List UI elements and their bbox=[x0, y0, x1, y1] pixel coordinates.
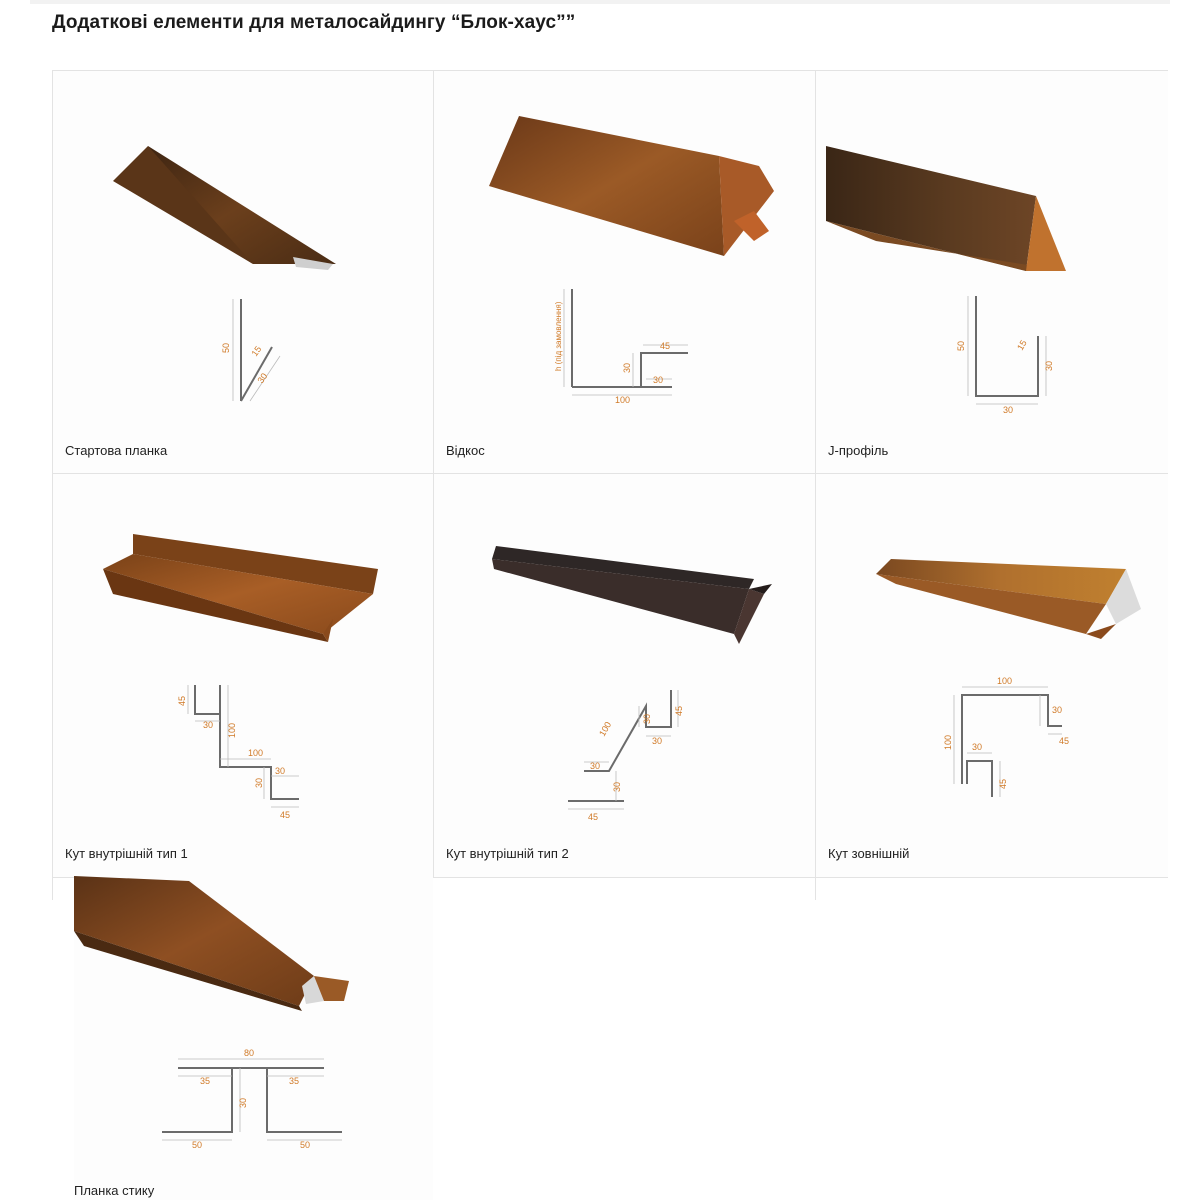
profile-drawing bbox=[434, 474, 815, 877]
dimension-label: 45 bbox=[280, 810, 291, 820]
profile-drawing bbox=[816, 474, 1168, 877]
page-title: Додаткові елементи для металосайдингу “Блок-хаус”” bbox=[52, 12, 576, 33]
dimension-label: 35 bbox=[289, 1076, 300, 1086]
dimension-label: 15 bbox=[1015, 338, 1029, 352]
product-name: Кут внутрішній тип 1 bbox=[65, 846, 188, 861]
product-card[interactable] bbox=[434, 71, 815, 473]
dimension-label: 30 bbox=[972, 742, 983, 752]
dimension-label: 30 bbox=[622, 362, 632, 373]
product-card[interactable] bbox=[434, 474, 815, 877]
dimension-label: 30 bbox=[254, 777, 264, 788]
dimension-label: 45 bbox=[998, 778, 1008, 789]
dimension-label: 100 bbox=[227, 722, 237, 738]
profile-drawing bbox=[53, 474, 433, 877]
product-name: Стартова планка bbox=[65, 443, 168, 458]
dimension-label: 100 bbox=[997, 676, 1013, 686]
product-name: Відкос bbox=[446, 443, 485, 458]
dimension-label: 30 bbox=[642, 713, 652, 724]
product-card[interactable] bbox=[816, 474, 1168, 877]
dimension-label: 30 bbox=[255, 371, 270, 386]
dimension-label: 50 bbox=[192, 1140, 203, 1150]
product-card[interactable] bbox=[816, 71, 1168, 473]
dimension-label: 30 bbox=[203, 720, 214, 730]
dimension-label: 30 bbox=[1003, 405, 1014, 415]
dimension-label: 35 bbox=[200, 1076, 211, 1086]
profile-drawing bbox=[74, 876, 433, 1200]
dimension-label: 45 bbox=[177, 695, 187, 706]
dimension-label: 100 bbox=[615, 395, 631, 405]
product-name: Планка стику bbox=[74, 1183, 155, 1198]
dimension-label: 30 bbox=[1044, 360, 1054, 371]
dimension-label: h (під замовлення) bbox=[554, 301, 563, 371]
dimension-label: 50 bbox=[956, 340, 966, 351]
dimension-label: 30 bbox=[238, 1097, 248, 1108]
dimension-label: 30 bbox=[652, 736, 663, 746]
dimension-label: 80 bbox=[244, 1048, 255, 1058]
profile-drawing bbox=[816, 71, 1168, 473]
product-name: Кут внутрішній тип 2 bbox=[446, 846, 569, 861]
dimension-label: 50 bbox=[221, 342, 231, 353]
product-card[interactable] bbox=[53, 474, 433, 877]
dimension-label: 30 bbox=[1052, 705, 1063, 715]
dimension-label: 100 bbox=[248, 748, 264, 758]
product-name: J-профіль bbox=[828, 443, 889, 458]
dimension-label: 30 bbox=[275, 766, 286, 776]
profile-drawing bbox=[53, 71, 433, 473]
product-card[interactable] bbox=[74, 876, 433, 1200]
dimension-label: 45 bbox=[674, 705, 684, 716]
dimension-label: 30 bbox=[590, 761, 601, 771]
profile-drawing bbox=[434, 71, 815, 473]
dimension-label: 30 bbox=[653, 375, 664, 385]
dimension-label: 45 bbox=[660, 341, 671, 351]
product-name: Кут зовнішній bbox=[828, 846, 910, 861]
dimension-label: 100 bbox=[943, 734, 953, 750]
top-divider bbox=[30, 0, 1170, 4]
dimension-label: 50 bbox=[300, 1140, 311, 1150]
dimension-label: 45 bbox=[1059, 736, 1070, 746]
product-card[interactable] bbox=[53, 71, 433, 473]
dimension-label: 30 bbox=[612, 781, 622, 792]
dimension-label: 100 bbox=[597, 719, 614, 738]
dimension-label: 15 bbox=[249, 344, 264, 359]
dimension-label: 45 bbox=[588, 812, 599, 822]
